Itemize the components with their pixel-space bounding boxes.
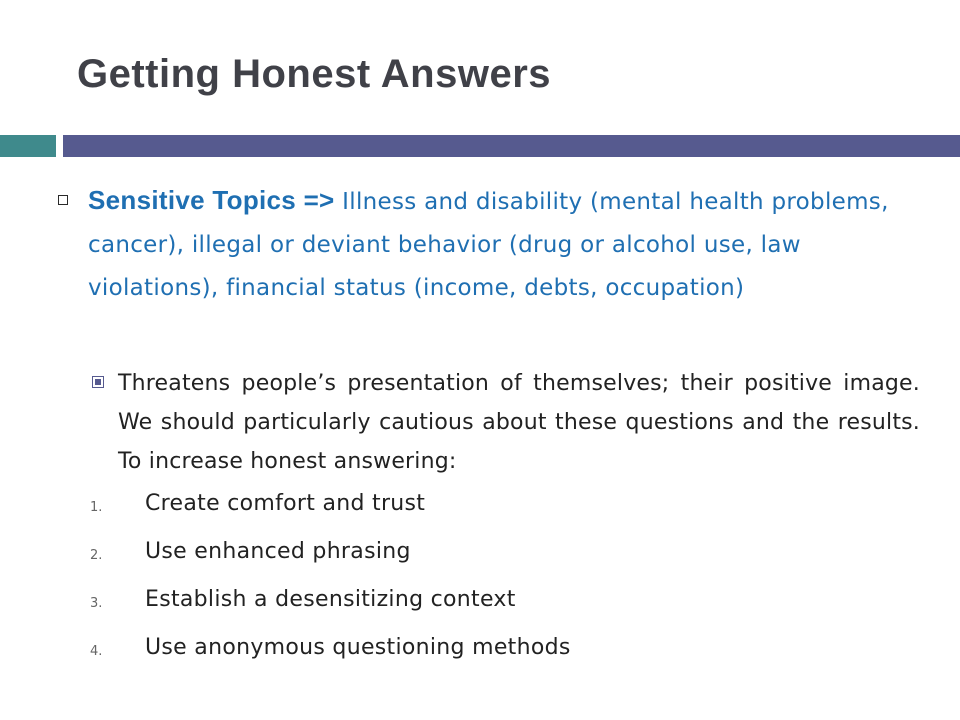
list-number: 3. <box>90 596 103 611</box>
bullet-sensitive-topics <box>58 179 918 310</box>
list-text: Create comfort and trust <box>145 491 426 516</box>
list-number: 1. <box>90 500 103 515</box>
bullet-lead: Sensitive Topics => <box>88 185 335 215</box>
list-item <box>90 539 920 579</box>
list-number: 2. <box>90 548 103 563</box>
header-accent-bar-indigo <box>63 135 960 157</box>
sub-bullet-text: Threatens people’s presentation of themselves; their positive image. We should particularly cautious about these questions and the results. To increase honest answering: <box>118 371 920 474</box>
bullet-sensitive-topics-text <box>88 179 918 310</box>
list-text: Use enhanced phrasing <box>145 539 411 564</box>
filled-square-bullet-icon <box>92 376 104 388</box>
list-item <box>90 491 920 531</box>
header-accent-bar-teal <box>0 135 56 157</box>
sub-bullet-threatens <box>90 364 920 481</box>
page-title: Getting Honest Answers <box>77 52 552 96</box>
list-text: Use anonymous questioning methods <box>145 635 571 660</box>
hollow-square-bullet-icon <box>58 195 68 205</box>
list-item <box>90 587 920 627</box>
list-item <box>90 635 920 675</box>
list-text: Establish a desensitizing context <box>145 587 516 612</box>
bullet-body: Illness and disability (mental health problems, cancer), illegal or deviant behavior (drug or alcohol use, law violations), financial status (income, debts, occupation) <box>88 189 889 301</box>
list-number: 4. <box>90 644 103 659</box>
